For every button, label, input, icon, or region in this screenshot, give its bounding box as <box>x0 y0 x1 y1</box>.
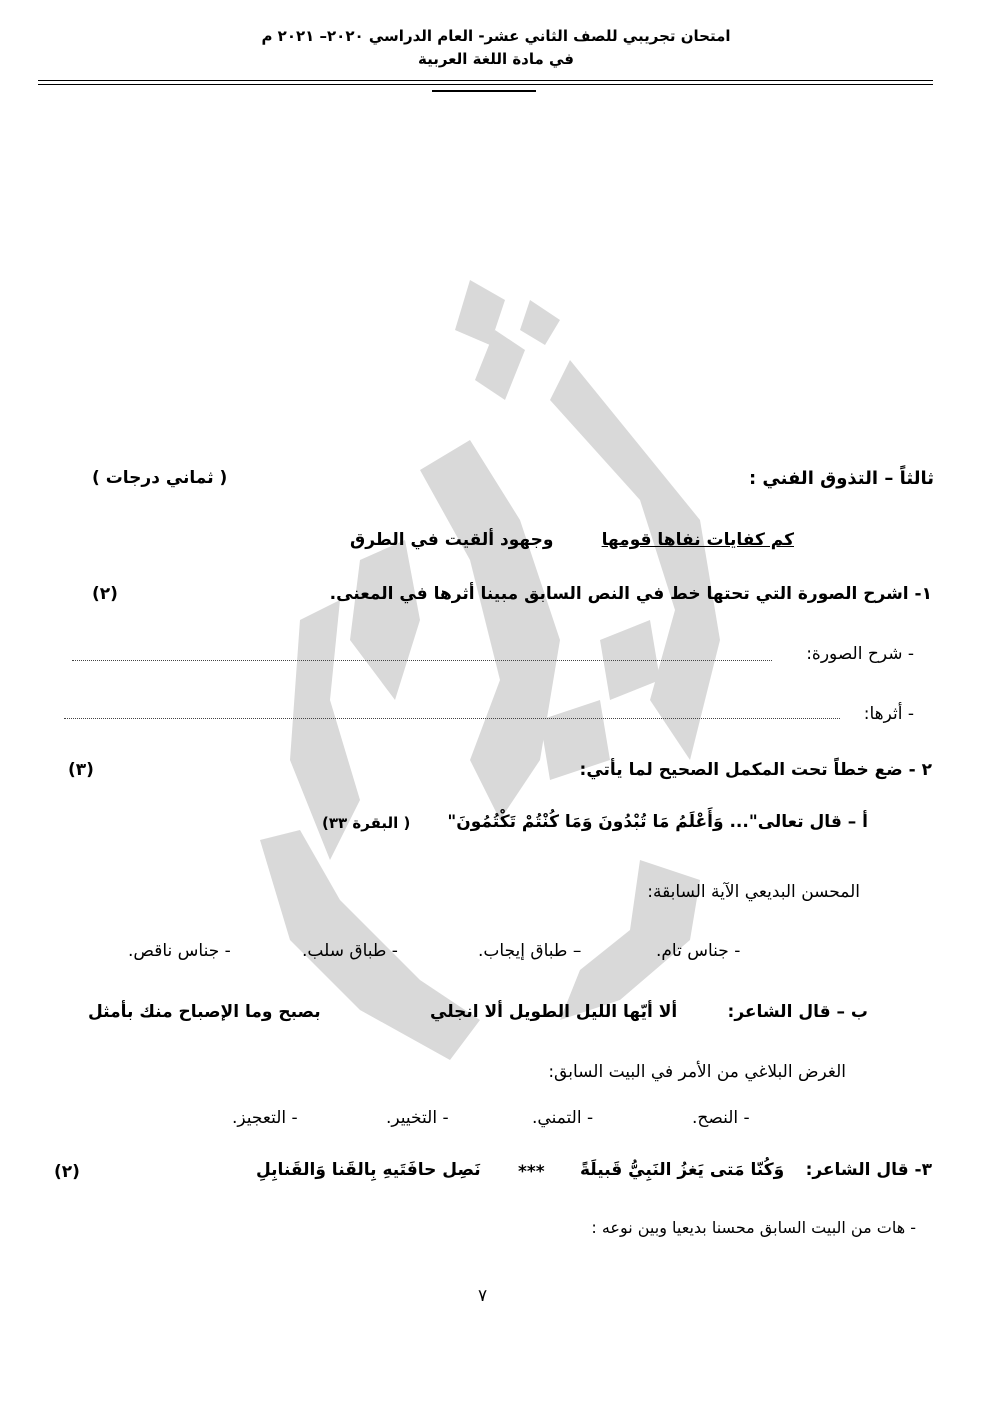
question-2b-label: ب – قال الشاعر: <box>727 1002 868 1022</box>
question-1: ١- اشرح الصورة التي تحتها خط في النص السابق مبينا أثرها في المعنى. <box>329 584 932 604</box>
question-2: ٢ - ضع خطاً تحت المكمل الصحيح لما يأتي: <box>579 760 932 780</box>
page-number: ٧ <box>478 1286 488 1306</box>
question-3-marks: (٢) <box>54 1162 80 1182</box>
question-2b-prompt: الغرض البلاغي من الأمر في البيت السابق: <box>548 1062 846 1082</box>
header-divider-top <box>38 80 933 81</box>
option-2a-4[interactable]: - جناس ناقص. <box>128 941 231 961</box>
option-2a-1[interactable]: - جناس تام. <box>656 941 741 961</box>
question-2b-verse-2: بصبح وما الإصباح منك بأمثل <box>88 1002 321 1022</box>
question-3-separator: *** <box>518 1162 545 1182</box>
question-2a-prompt: المحسن البديعي الآية السابقة: <box>647 882 860 902</box>
verse-underlined: كم كفايات نفاها قومها <box>601 530 794 550</box>
question-3-prompt: - هات من البيت السابق محسنا بديعيا وبين نوعه : <box>591 1218 916 1237</box>
exam-header-line1: امتحان تجريبي للصف الثاني عشر- العام الدراسي ٢٠٢٠– ٢٠٢١ م <box>261 27 731 45</box>
exam-header-line2: في مادة اللغة العربية <box>417 50 575 68</box>
answer-line-image[interactable] <box>72 660 772 661</box>
question-1-marks: (٢) <box>92 584 118 604</box>
header-short-rule <box>432 90 536 92</box>
answer-label-effect: - أثرها: <box>863 704 914 724</box>
question-2a-ref: ( البقرة ٣٣) <box>322 814 411 832</box>
verse-rest: وجهود ألقيت في الطرق <box>350 530 554 550</box>
question-3-verse-1: وَكُنّا مَتى يَغزُ النَبِيُّ قَبيلَةً <box>580 1160 785 1180</box>
question-2a-text: أ – قال تعالى"... وَأَعْلَمُ مَا تُبْدُونَ وَمَا كُنْتُمْ تَكْتُمُونَ" <box>447 812 868 832</box>
question-3-label: ٣- قال الشاعر: <box>805 1160 932 1180</box>
question-3-verse-2: نَصِل حافَتَيهِ بِالقَنا وَالقَنابِلِ <box>256 1160 481 1180</box>
option-2b-1[interactable]: - النصح. <box>692 1108 750 1128</box>
option-2b-3[interactable]: - التخيير. <box>386 1108 449 1128</box>
option-2a-2[interactable]: – طباق إيجاب. <box>478 941 582 961</box>
answer-line-effect[interactable] <box>64 718 840 719</box>
option-2b-4[interactable]: - التعجيز. <box>232 1108 298 1128</box>
section-title: ثالثاً – التذوق الفني : <box>748 468 934 489</box>
header-divider-bottom <box>38 84 933 85</box>
question-2-marks: (٣) <box>68 760 94 780</box>
option-2b-2[interactable]: - التمني. <box>532 1108 594 1128</box>
option-2a-3[interactable]: - طباق سلب. <box>302 941 398 961</box>
section-marks: ( ثماني درجات ) <box>92 468 228 488</box>
question-2b-verse-1: ألا أيّها الليل الطويل ألا انجلي <box>430 1002 678 1022</box>
answer-label-image: - شرح الصورة: <box>806 644 914 664</box>
